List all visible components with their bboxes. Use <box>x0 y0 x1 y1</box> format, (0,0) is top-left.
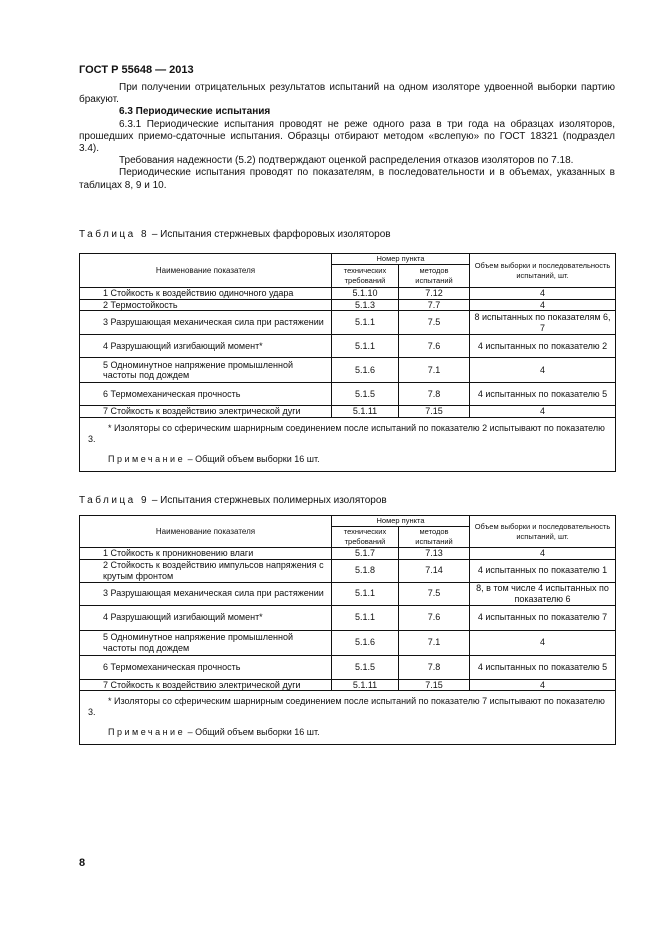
row-method: 7.8 <box>399 383 470 406</box>
row-tech: 5.1.7 <box>332 548 399 560</box>
row-method: 7.15 <box>399 679 470 691</box>
table8-header-methods: методов испытаний <box>399 265 470 288</box>
row-name: 2 Термостойкость <box>80 299 332 311</box>
row-name: 2 Стойкость к воздействию импульсов напряжения с крутым фронтом <box>80 559 332 582</box>
table-row <box>80 559 616 582</box>
row-method: 7.6 <box>399 335 470 358</box>
table9-header-number: Номер пункта <box>332 516 470 527</box>
paragraph-order: Периодические испытания проводят по показателям, в последовательности и в объемах, указанных в таблицах 8, 9 и 10. <box>79 167 615 191</box>
table9-footnote: * Изоляторы со сферическим шарнирным соединением после испытаний по показателю 7 испытывают по показателю 3. <box>88 696 605 717</box>
row-method: 7.8 <box>399 655 470 679</box>
document-header: ГОСТ Р 55648 — 2013 <box>79 64 194 76</box>
row-method: 7.12 <box>399 288 470 300</box>
row-name: 3 Разрушающая механическая сила при растяжении <box>80 311 332 335</box>
table8-caption-label: Таблица 8 <box>79 229 150 240</box>
table-row <box>80 299 616 311</box>
row-name: 5 Одноминутное напряжение промышленной частоты под дождем <box>80 358 332 383</box>
row-name: 6 Термомеханическая прочность <box>80 655 332 679</box>
row-method: 7.13 <box>399 548 470 560</box>
row-name: 7 Стойкость к воздействию электрической дуги <box>80 406 332 418</box>
table-row <box>80 335 616 358</box>
table-row <box>80 605 616 630</box>
row-tech: 5.1.5 <box>332 655 399 679</box>
row-method: 7.7 <box>399 299 470 311</box>
table8-header-number: Номер пункта <box>332 254 470 265</box>
row-volume: 4 испытанных по показателю 2 <box>470 335 616 358</box>
row-name: 7 Стойкость к воздействию электрической дуги <box>80 679 332 691</box>
section-title: 6.3 Периодические испытания <box>119 106 271 118</box>
row-tech: 5.1.3 <box>332 299 399 311</box>
row-name: 4 Разрушающий изгибающий момент* <box>80 605 332 630</box>
table-row <box>80 582 616 605</box>
row-volume: 4 <box>470 548 616 560</box>
table9-notes <box>80 691 616 745</box>
row-method: 7.14 <box>399 559 470 582</box>
row-tech: 5.1.1 <box>332 582 399 605</box>
row-tech: 5.1.1 <box>332 311 399 335</box>
table8-header-tech: технических требований <box>332 265 399 288</box>
table8-caption <box>79 229 391 240</box>
row-volume: 4 <box>470 630 616 655</box>
table-row <box>80 383 616 406</box>
paragraph-reliability: Требования надежности (5.2) подтверждают оценкой распределения отказов изоляторов по 7.18. <box>119 155 574 167</box>
table-row <box>80 406 616 418</box>
table-row <box>80 679 616 691</box>
row-method: 7.6 <box>399 605 470 630</box>
row-volume: 4 <box>470 299 616 311</box>
table-row <box>80 630 616 655</box>
row-method: 7.15 <box>399 406 470 418</box>
row-volume: 4 испытанных по показателю 7 <box>470 605 616 630</box>
row-name: 1 Стойкость к воздействию одиночного удара <box>80 288 332 300</box>
table9-note: Примечание – Общий объем выборки 16 шт. <box>108 727 320 737</box>
row-tech: 5.1.1 <box>332 335 399 358</box>
row-name: 4 Разрушающий изгибающий момент* <box>80 335 332 358</box>
table9-header-tech: технических требований <box>332 527 399 548</box>
row-tech: 5.1.11 <box>332 406 399 418</box>
table9-caption <box>79 495 387 506</box>
table8-header-name: Наименование показателя <box>80 254 332 288</box>
row-method: 7.1 <box>399 630 470 655</box>
row-method: 7.1 <box>399 358 470 383</box>
table8-caption-text: – Испытания стержневых фарфоровых изоляторов <box>149 229 391 240</box>
table8-header-volume: Объем выборки и последовательность испытаний, шт. <box>470 254 616 288</box>
table8-note: Примечание – Общий объем выборки 16 шт. <box>108 453 320 464</box>
row-tech: 5.1.8 <box>332 559 399 582</box>
table9-header-volume: Объем выборки и последовательность испытаний, шт. <box>470 516 616 548</box>
page-number: 8 <box>79 857 86 869</box>
table8-footnote: * Изоляторы со сферическим шарнирным соединением после испытаний по показателю 2 испытывают по показателю 3. <box>88 422 605 444</box>
row-tech: 5.1.5 <box>332 383 399 406</box>
row-volume: 4 испытанных по показателю 5 <box>470 383 616 406</box>
row-tech: 5.1.1 <box>332 605 399 630</box>
table-row <box>80 311 616 335</box>
row-volume: 4 <box>470 288 616 300</box>
row-volume: 4 <box>470 406 616 418</box>
row-volume: 4 испытанных по показателю 1 <box>470 559 616 582</box>
row-tech: 5.1.11 <box>332 679 399 691</box>
row-volume: 4 <box>470 358 616 383</box>
table-row <box>80 655 616 679</box>
paragraph-periodic: 6.3.1 Периодические испытания проводят не реже одного раза в три года на образцах изоляторов, прошедших приемо-сдаточные испытания. Образцы отбирают методом «вслепую» по ГОСТ 18321 (подраздел 3.4). <box>79 118 615 155</box>
table8-notes <box>80 417 616 471</box>
row-name: 3 Разрушающая механическая сила при растяжении <box>80 582 332 605</box>
row-name: 6 Термомеханическая прочность <box>80 383 332 406</box>
row-tech: 5.1.6 <box>332 630 399 655</box>
table9-caption-text: – Испытания стержневых полимерных изоляторов <box>149 495 387 506</box>
table8-notes-row <box>80 417 616 471</box>
row-name: 5 Одноминутное напряжение промышленной частоты под дождем <box>80 630 332 655</box>
row-name: 1 Стойкость к проникновению влаги <box>80 548 332 560</box>
row-volume: 8 испытанных по показателям 6, 7 <box>470 311 616 335</box>
row-method: 7.5 <box>399 582 470 605</box>
table9-header-methods: методов испытаний <box>399 527 470 548</box>
table9-caption-label: Таблица 9 <box>79 495 150 506</box>
table-row <box>80 548 616 560</box>
table9-notes-row <box>80 691 616 745</box>
table9 <box>79 515 616 745</box>
table8 <box>79 253 616 472</box>
row-volume: 4 испытанных по показателю 5 <box>470 655 616 679</box>
row-tech: 5.1.6 <box>332 358 399 383</box>
row-volume: 8, в том числе 4 испытанных по показателю 6 <box>470 582 616 605</box>
table-row <box>80 288 616 300</box>
row-method: 7.5 <box>399 311 470 335</box>
row-tech: 5.1.10 <box>332 288 399 300</box>
row-volume: 4 <box>470 679 616 691</box>
paragraph-rejection: При получении отрицательных результатов испытаний на одном изоляторе удвоенной выборки партию бракуют. <box>79 82 615 106</box>
body-text <box>79 82 615 192</box>
table-row <box>80 358 616 383</box>
table9-header-name: Наименование показателя <box>80 516 332 548</box>
